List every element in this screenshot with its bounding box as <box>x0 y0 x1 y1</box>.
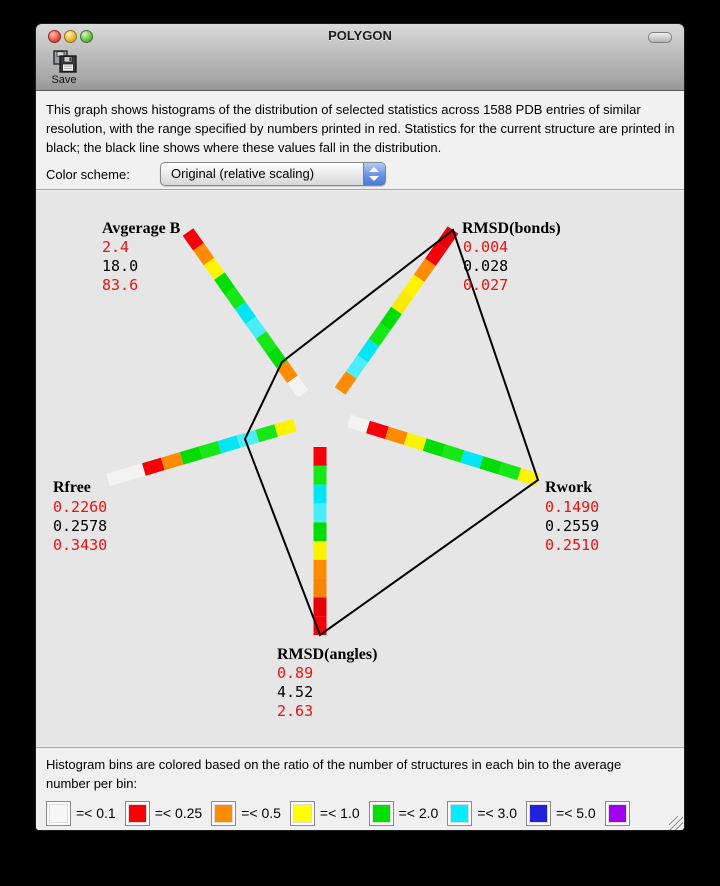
color-scheme-selected-value: Original (relative scaling) <box>171 166 315 181</box>
legend-swatch <box>50 805 67 822</box>
color-scheme-label: Color scheme: <box>46 167 130 182</box>
axis-stat-value: 4.52 <box>277 683 314 701</box>
legend-label: =< 0.5 <box>241 805 281 821</box>
axis-stat-value: 0.028 <box>463 257 509 275</box>
legend-swatch <box>129 805 146 822</box>
histogram-bin <box>314 541 327 560</box>
description-panel <box>36 91 684 190</box>
window-title: POLYGON <box>328 28 392 43</box>
legend-swatch-box <box>125 801 150 826</box>
legend-swatch-box <box>369 801 394 826</box>
polygon-chart <box>36 191 684 746</box>
histogram-bin <box>385 427 408 445</box>
legend-label: =< 5.0 <box>556 805 596 821</box>
histogram-bin <box>106 463 146 486</box>
save-button[interactable] <box>44 50 84 88</box>
legend-swatch-box <box>526 801 551 826</box>
axis-stat-value: 0.004 <box>463 238 509 256</box>
histogram-bin <box>180 447 203 465</box>
legend-label: =< 1.0 <box>319 805 360 821</box>
axis-stat-value: 0.3430 <box>53 536 108 554</box>
axis-stat-value: 0.2559 <box>545 517 600 535</box>
legend-swatch-box <box>290 801 315 826</box>
histogram-bin <box>274 419 297 437</box>
histogram-bin <box>314 485 327 504</box>
chevron-down-icon <box>369 176 379 181</box>
legend-swatch-box <box>46 801 71 826</box>
histogram-bin <box>314 579 327 598</box>
axis-stat-value: 18.0 <box>102 257 139 275</box>
axis-stat-value: 0.2510 <box>545 536 600 554</box>
legend-label: =< 3.0 <box>477 805 518 821</box>
legend-swatch <box>294 805 311 822</box>
histogram-bin <box>314 503 327 522</box>
color-scheme-dropdown[interactable] <box>160 162 386 186</box>
histogram-bin <box>161 452 184 470</box>
save-icon <box>51 50 77 74</box>
title-bar[interactable] <box>36 24 684 48</box>
axis-stat-value: 83.6 <box>102 276 139 294</box>
histogram-bin <box>461 450 484 468</box>
legend-swatch <box>451 805 468 822</box>
histogram-bin <box>314 597 327 616</box>
histogram-bin <box>366 421 389 439</box>
histogram-bin <box>142 458 165 476</box>
resize-grip[interactable] <box>669 816 683 830</box>
dropdown-stepper-icon <box>363 163 385 185</box>
color-scheme-row <box>46 162 676 186</box>
window-chrome <box>36 24 684 91</box>
description-text: This graph shows histograms of the distribution of selected statistics across 1588 PDB entries of similar resolution, with the range specified by numbers printed in red. Statistics for the current structure are printed in black; the black line shows where these values fall in the distribution. <box>46 102 675 155</box>
axis-stat-value: 2.63 <box>277 702 314 720</box>
toolbar-toggle-button[interactable] <box>648 32 672 43</box>
legend-panel <box>36 747 684 830</box>
histogram-bin <box>314 447 327 466</box>
histogram-bin <box>404 433 427 451</box>
axis-label: RMSD(angles) <box>277 646 378 663</box>
axis-stat-value: 0.2578 <box>53 517 108 535</box>
legend-label: =< 0.25 <box>154 805 203 821</box>
histogram-bin <box>199 441 222 459</box>
axis-label: Avgerage B <box>102 220 181 237</box>
legend-swatch <box>373 805 390 822</box>
legend-row <box>46 800 676 826</box>
legend-label: =< 0.1 <box>76 805 116 821</box>
histogram-bin <box>255 424 278 442</box>
legend-swatch-box <box>447 801 472 826</box>
panel-divider <box>36 189 684 190</box>
histogram-bin <box>442 444 465 462</box>
histogram-bin <box>423 438 446 456</box>
axis-stat-value: 0.1490 <box>545 498 600 516</box>
histogram-bin <box>498 462 521 480</box>
legend-swatch-box <box>211 801 236 826</box>
histogram-bin <box>314 522 327 541</box>
chevron-up-icon <box>369 167 379 172</box>
legend-caption: Histogram bins are colored based on the ratio of the number of structures in each bin to the average number per bin: <box>46 757 622 791</box>
polygon-window <box>36 24 684 830</box>
axis-label: RMSD(bonds) <box>462 220 561 237</box>
axis-label: Rwork <box>545 479 593 496</box>
legend-swatch <box>530 805 547 822</box>
legend-swatch <box>609 805 626 822</box>
axis-label: Rfree <box>53 479 91 496</box>
histogram-bin <box>314 560 327 579</box>
histogram-bin <box>347 415 370 433</box>
axis-stat-value: 0.89 <box>277 664 314 682</box>
histogram-bin <box>479 456 502 474</box>
histogram-bin <box>314 466 327 485</box>
legend-swatch <box>215 805 232 822</box>
axis-stat-value: 0.027 <box>463 276 509 294</box>
save-button-label: Save <box>51 74 77 86</box>
axis-stat-value: 0.2260 <box>53 498 108 516</box>
plot-panel <box>36 191 684 746</box>
histogram-bin <box>218 435 241 453</box>
axis-stat-value: 2.4 <box>102 238 130 256</box>
legend-label: =< 2.0 <box>398 805 439 821</box>
legend-swatch-box <box>605 801 630 826</box>
